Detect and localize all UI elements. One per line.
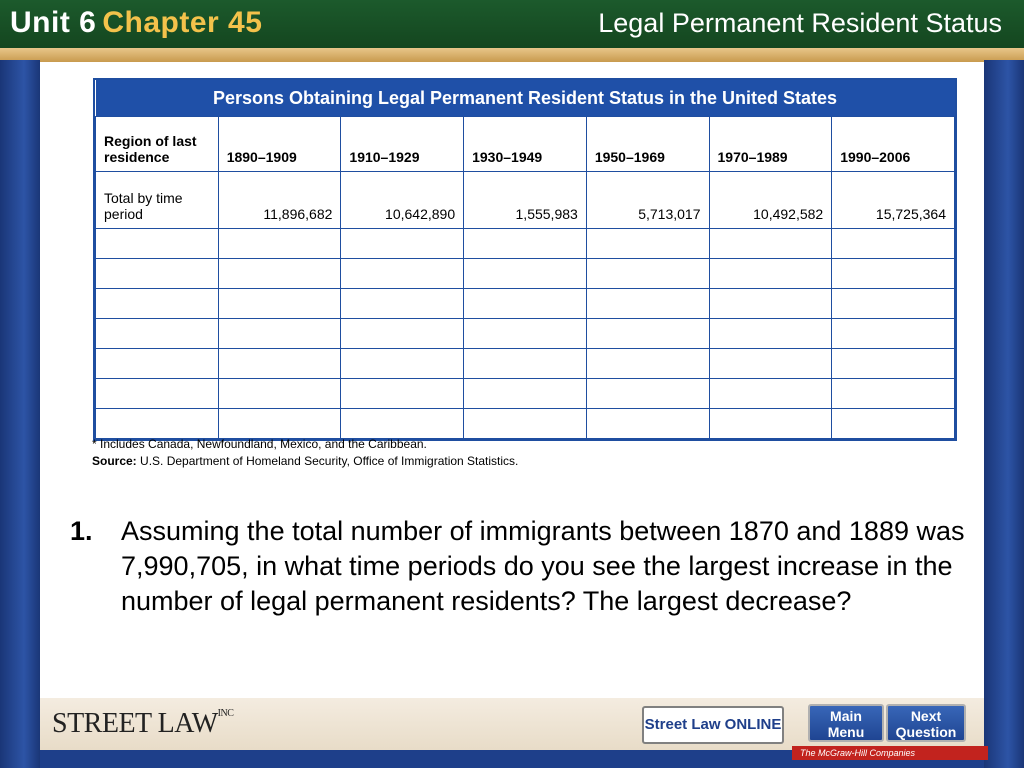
blank-cell bbox=[832, 289, 955, 319]
blank-cell bbox=[341, 319, 464, 349]
header-stripe bbox=[0, 48, 1024, 62]
blank-cell bbox=[218, 379, 341, 409]
blank-cell bbox=[464, 379, 587, 409]
table-row-blank bbox=[96, 409, 955, 439]
blank-cell bbox=[709, 319, 832, 349]
frame-left bbox=[0, 60, 40, 768]
publisher-bar: The McGraw-Hill Companies bbox=[792, 746, 988, 760]
blank-cell bbox=[464, 289, 587, 319]
blank-cell bbox=[709, 409, 832, 439]
blank-cell bbox=[96, 349, 219, 379]
table-row-blank bbox=[96, 259, 955, 289]
main-menu-button[interactable]: Main Menu bbox=[808, 704, 884, 742]
blank-cell bbox=[341, 259, 464, 289]
blank-cell bbox=[586, 319, 709, 349]
blank-cell bbox=[464, 229, 587, 259]
blank-cell bbox=[832, 319, 955, 349]
blank-cell bbox=[96, 289, 219, 319]
blank-cell bbox=[218, 229, 341, 259]
table-row-blank bbox=[96, 289, 955, 319]
table-row-blank bbox=[96, 349, 955, 379]
total-value: 5,713,017 bbox=[586, 172, 709, 229]
logo-text: STREET LAW bbox=[52, 708, 218, 739]
asterisk-note: * Includes Canada, Newfoundland, Mexico, and the Caribbean. bbox=[92, 437, 427, 451]
blank-cell bbox=[709, 289, 832, 319]
blank-cell bbox=[96, 229, 219, 259]
blank-cell bbox=[586, 349, 709, 379]
slide-header bbox=[0, 0, 1024, 48]
blank-cell bbox=[832, 349, 955, 379]
blank-cell bbox=[709, 379, 832, 409]
unit-label: Unit 6 bbox=[10, 6, 97, 39]
blank-cell bbox=[832, 409, 955, 439]
next-question-button[interactable]: Next Question bbox=[886, 704, 966, 742]
source-label: Source: bbox=[92, 454, 137, 468]
street-law-online-button[interactable]: Street Law ONLINE bbox=[642, 706, 784, 744]
table-caption: Persons Obtaining Legal Permanent Resident Status in the United States bbox=[96, 80, 955, 117]
blank-cell bbox=[218, 259, 341, 289]
total-value: 10,492,582 bbox=[709, 172, 832, 229]
slide-title: Legal Permanent Resident Status bbox=[598, 8, 1002, 38]
blank-cell bbox=[341, 379, 464, 409]
table-row-blank bbox=[96, 379, 955, 409]
blank-cell bbox=[464, 409, 587, 439]
data-table bbox=[93, 78, 957, 441]
blank-cell bbox=[709, 259, 832, 289]
blank-cell bbox=[586, 259, 709, 289]
blank-cell bbox=[96, 409, 219, 439]
blank-cell bbox=[709, 349, 832, 379]
blank-cell bbox=[96, 319, 219, 349]
header-period: 1930–1949 bbox=[464, 117, 587, 172]
total-label: Total by time period bbox=[96, 172, 219, 229]
chapter-label: Chapter 45 bbox=[102, 6, 263, 39]
blank-cell bbox=[586, 289, 709, 319]
content-panel bbox=[40, 62, 984, 698]
source-note bbox=[92, 453, 518, 470]
total-value: 15,725,364 bbox=[832, 172, 955, 229]
total-value: 11,896,682 bbox=[218, 172, 341, 229]
header-period: 1970–1989 bbox=[709, 117, 832, 172]
blank-cell bbox=[218, 319, 341, 349]
blank-cell bbox=[464, 259, 587, 289]
header-period: 1950–1969 bbox=[586, 117, 709, 172]
blank-cell bbox=[341, 289, 464, 319]
blank-cell bbox=[709, 229, 832, 259]
total-value: 10,642,890 bbox=[341, 172, 464, 229]
logo-inc: INC bbox=[217, 708, 234, 719]
blank-cell bbox=[832, 229, 955, 259]
source-text: U.S. Department of Homeland Security, Office of Immigration Statistics. bbox=[140, 454, 519, 468]
table-row-total bbox=[96, 172, 955, 229]
header-region: Region of last residence bbox=[96, 117, 219, 172]
street-law-logo bbox=[52, 708, 233, 740]
blank-cell bbox=[341, 409, 464, 439]
blank-cell bbox=[96, 379, 219, 409]
table-footnote bbox=[92, 436, 518, 470]
blank-cell bbox=[832, 259, 955, 289]
blank-cell bbox=[341, 229, 464, 259]
blank-cell bbox=[464, 319, 587, 349]
blank-cell bbox=[218, 349, 341, 379]
blank-cell bbox=[218, 289, 341, 319]
total-value: 1,555,983 bbox=[464, 172, 587, 229]
blank-cell bbox=[464, 349, 587, 379]
slide-footer bbox=[40, 698, 984, 750]
header-period: 1910–1929 bbox=[341, 117, 464, 172]
header-period: 1990–2006 bbox=[832, 117, 955, 172]
blank-cell bbox=[586, 409, 709, 439]
table-row-blank bbox=[96, 229, 955, 259]
blank-cell bbox=[832, 379, 955, 409]
blank-cell bbox=[586, 229, 709, 259]
header-period: 1890–1909 bbox=[218, 117, 341, 172]
question-text: Assuming the total number of immigrants between 1870 and 1889 was 7,990,705, in what time periods do you see the largest increase in the number of legal permanent residents? The largest decrease? bbox=[121, 516, 965, 616]
unit-chapter-label bbox=[10, 6, 262, 40]
table-header-row bbox=[96, 117, 955, 172]
frame-right bbox=[984, 60, 1024, 768]
blank-cell bbox=[586, 379, 709, 409]
table-row-blank bbox=[96, 319, 955, 349]
blank-cell bbox=[218, 409, 341, 439]
question-number: 1. bbox=[70, 516, 93, 546]
blank-cell bbox=[341, 349, 464, 379]
blank-cell bbox=[96, 259, 219, 289]
